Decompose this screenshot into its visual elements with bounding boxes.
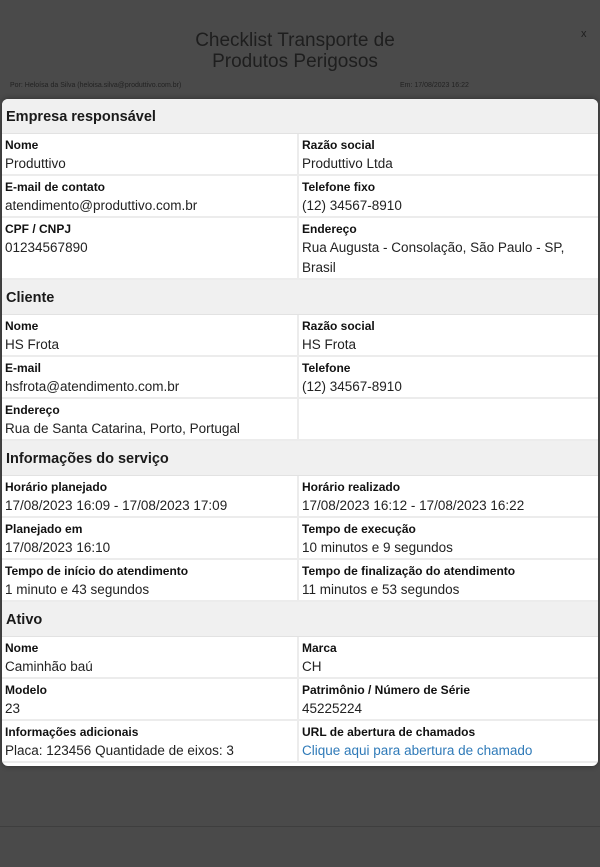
- field-ativo-url: [299, 721, 598, 763]
- field-value: (12) 34567-8910: [302, 379, 402, 394]
- field-cliente-nome: [2, 315, 299, 357]
- field-value: HS Frota: [5, 337, 60, 352]
- section-cliente-grid: [2, 314, 598, 441]
- background-author: Por: Heloísa da Silva (heloisa.silva@produttivo.com.br): [10, 82, 182, 89]
- field-value: atendimento@produttivo.com.br: [5, 198, 198, 213]
- field-empresa-razao: [299, 134, 598, 176]
- background-title: [0, 30, 590, 72]
- field-ativo-modelo: [2, 679, 299, 721]
- field-label: Endereço: [302, 222, 357, 236]
- field-value: Rua de Santa Catarina, Porto, Portugal: [5, 421, 240, 436]
- background-divider: [0, 826, 600, 827]
- field-label: Nome: [5, 641, 39, 655]
- field-empresa-email: [2, 176, 299, 218]
- background-document: [0, 0, 600, 100]
- section-empresa-grid: [2, 133, 598, 280]
- field-label: Tempo de execução: [302, 522, 416, 536]
- field-servico-inicio: [2, 560, 299, 602]
- field-empresa-nome: [2, 134, 299, 176]
- field-label: Patrimônio / Número de Série: [302, 683, 471, 697]
- field-cliente-razao: [299, 315, 598, 357]
- field-label: Horário realizado: [302, 480, 401, 494]
- field-label: Razão social: [302, 319, 375, 333]
- background-date: Em: 17/08/2023 16:22: [400, 82, 469, 89]
- field-label: Nome: [5, 319, 39, 333]
- field-value: 17/08/2023 16:12 - 17/08/2023 16:22: [302, 498, 525, 513]
- field-ativo-patrimonio: [299, 679, 598, 721]
- empty-cell: [299, 399, 598, 441]
- field-value: 11 minutos e 53 segundos: [302, 582, 460, 597]
- background-title-line2: Produtos Perigosos: [212, 51, 378, 72]
- field-label: URL de abertura de chamados: [302, 725, 476, 739]
- field-value: (12) 34567-8910: [302, 198, 402, 213]
- field-label: CPF / CNPJ: [5, 222, 72, 236]
- field-value: 01234567890: [5, 240, 88, 255]
- field-value: HS Frota: [302, 337, 357, 352]
- field-value: Placa: 123456 Quantidade de eixos: 3: [5, 743, 234, 758]
- field-label: Marca: [302, 641, 337, 655]
- field-servico-planejado-em: [2, 518, 299, 560]
- field-label: E-mail de contato: [5, 180, 106, 194]
- field-value: Produttivo Ltda: [302, 156, 393, 171]
- field-empresa-endereco: [299, 218, 598, 280]
- field-value: 45225224: [302, 701, 363, 716]
- field-label: Telefone: [302, 361, 351, 375]
- field-value: hsfrota@atendimento.com.br: [5, 379, 180, 394]
- close-icon[interactable]: x: [581, 28, 587, 40]
- field-label: Tempo de início do atendimento: [5, 564, 189, 578]
- field-label: Planejado em: [5, 522, 83, 536]
- field-label: Tempo de finalização do atendimento: [302, 564, 516, 578]
- section-title-ativo: Ativo: [2, 602, 598, 636]
- field-value: Produttivo: [5, 156, 66, 171]
- field-value: 23: [5, 701, 21, 716]
- field-value: Rua Augusta - Consolação, São Paulo - SP, Brasil: [302, 240, 565, 275]
- field-label: Telefone fixo: [302, 180, 376, 194]
- section-ativo-grid: [2, 636, 598, 763]
- section-title-cliente: Cliente: [2, 280, 598, 314]
- field-servico-execucao: [299, 518, 598, 560]
- field-ativo-nome: [2, 637, 299, 679]
- field-servico-realizado: [299, 476, 598, 518]
- background-title-line1: Checklist Transporte de: [195, 30, 395, 51]
- field-label: Informações adicionais: [5, 725, 139, 739]
- field-label: Modelo: [5, 683, 47, 697]
- section-title-empresa: Empresa responsável: [2, 99, 598, 133]
- field-value: 17/08/2023 16:10: [5, 540, 111, 555]
- section-servico-grid: [2, 475, 598, 602]
- field-value: Caminhão baú: [5, 659, 93, 674]
- open-ticket-link[interactable]: Clique aqui para abertura de chamado: [302, 743, 533, 758]
- field-label: E-mail: [5, 361, 42, 375]
- field-value: 10 minutos e 9 segundos: [302, 540, 453, 555]
- field-cliente-endereco: [2, 399, 299, 441]
- field-empresa-cpf: [2, 218, 299, 280]
- field-servico-finalizacao: [299, 560, 598, 602]
- field-cliente-email: [2, 357, 299, 399]
- field-value: CH: [302, 659, 322, 674]
- field-cliente-telefone: [299, 357, 598, 399]
- details-modal: [2, 99, 598, 766]
- section-title-servico: Informações do serviço: [2, 441, 598, 475]
- field-ativo-marca: [299, 637, 598, 679]
- field-ativo-info: [2, 721, 299, 763]
- field-value: 17/08/2023 16:09 - 17/08/2023 17:09: [5, 498, 228, 513]
- field-value: 1 minuto e 43 segundos: [5, 582, 150, 597]
- field-servico-planejado: [2, 476, 299, 518]
- field-empresa-telefone: [299, 176, 598, 218]
- field-label: Horário planejado: [5, 480, 108, 494]
- field-label: Endereço: [5, 403, 60, 417]
- field-label: Razão social: [302, 138, 375, 152]
- field-label: Nome: [5, 138, 39, 152]
